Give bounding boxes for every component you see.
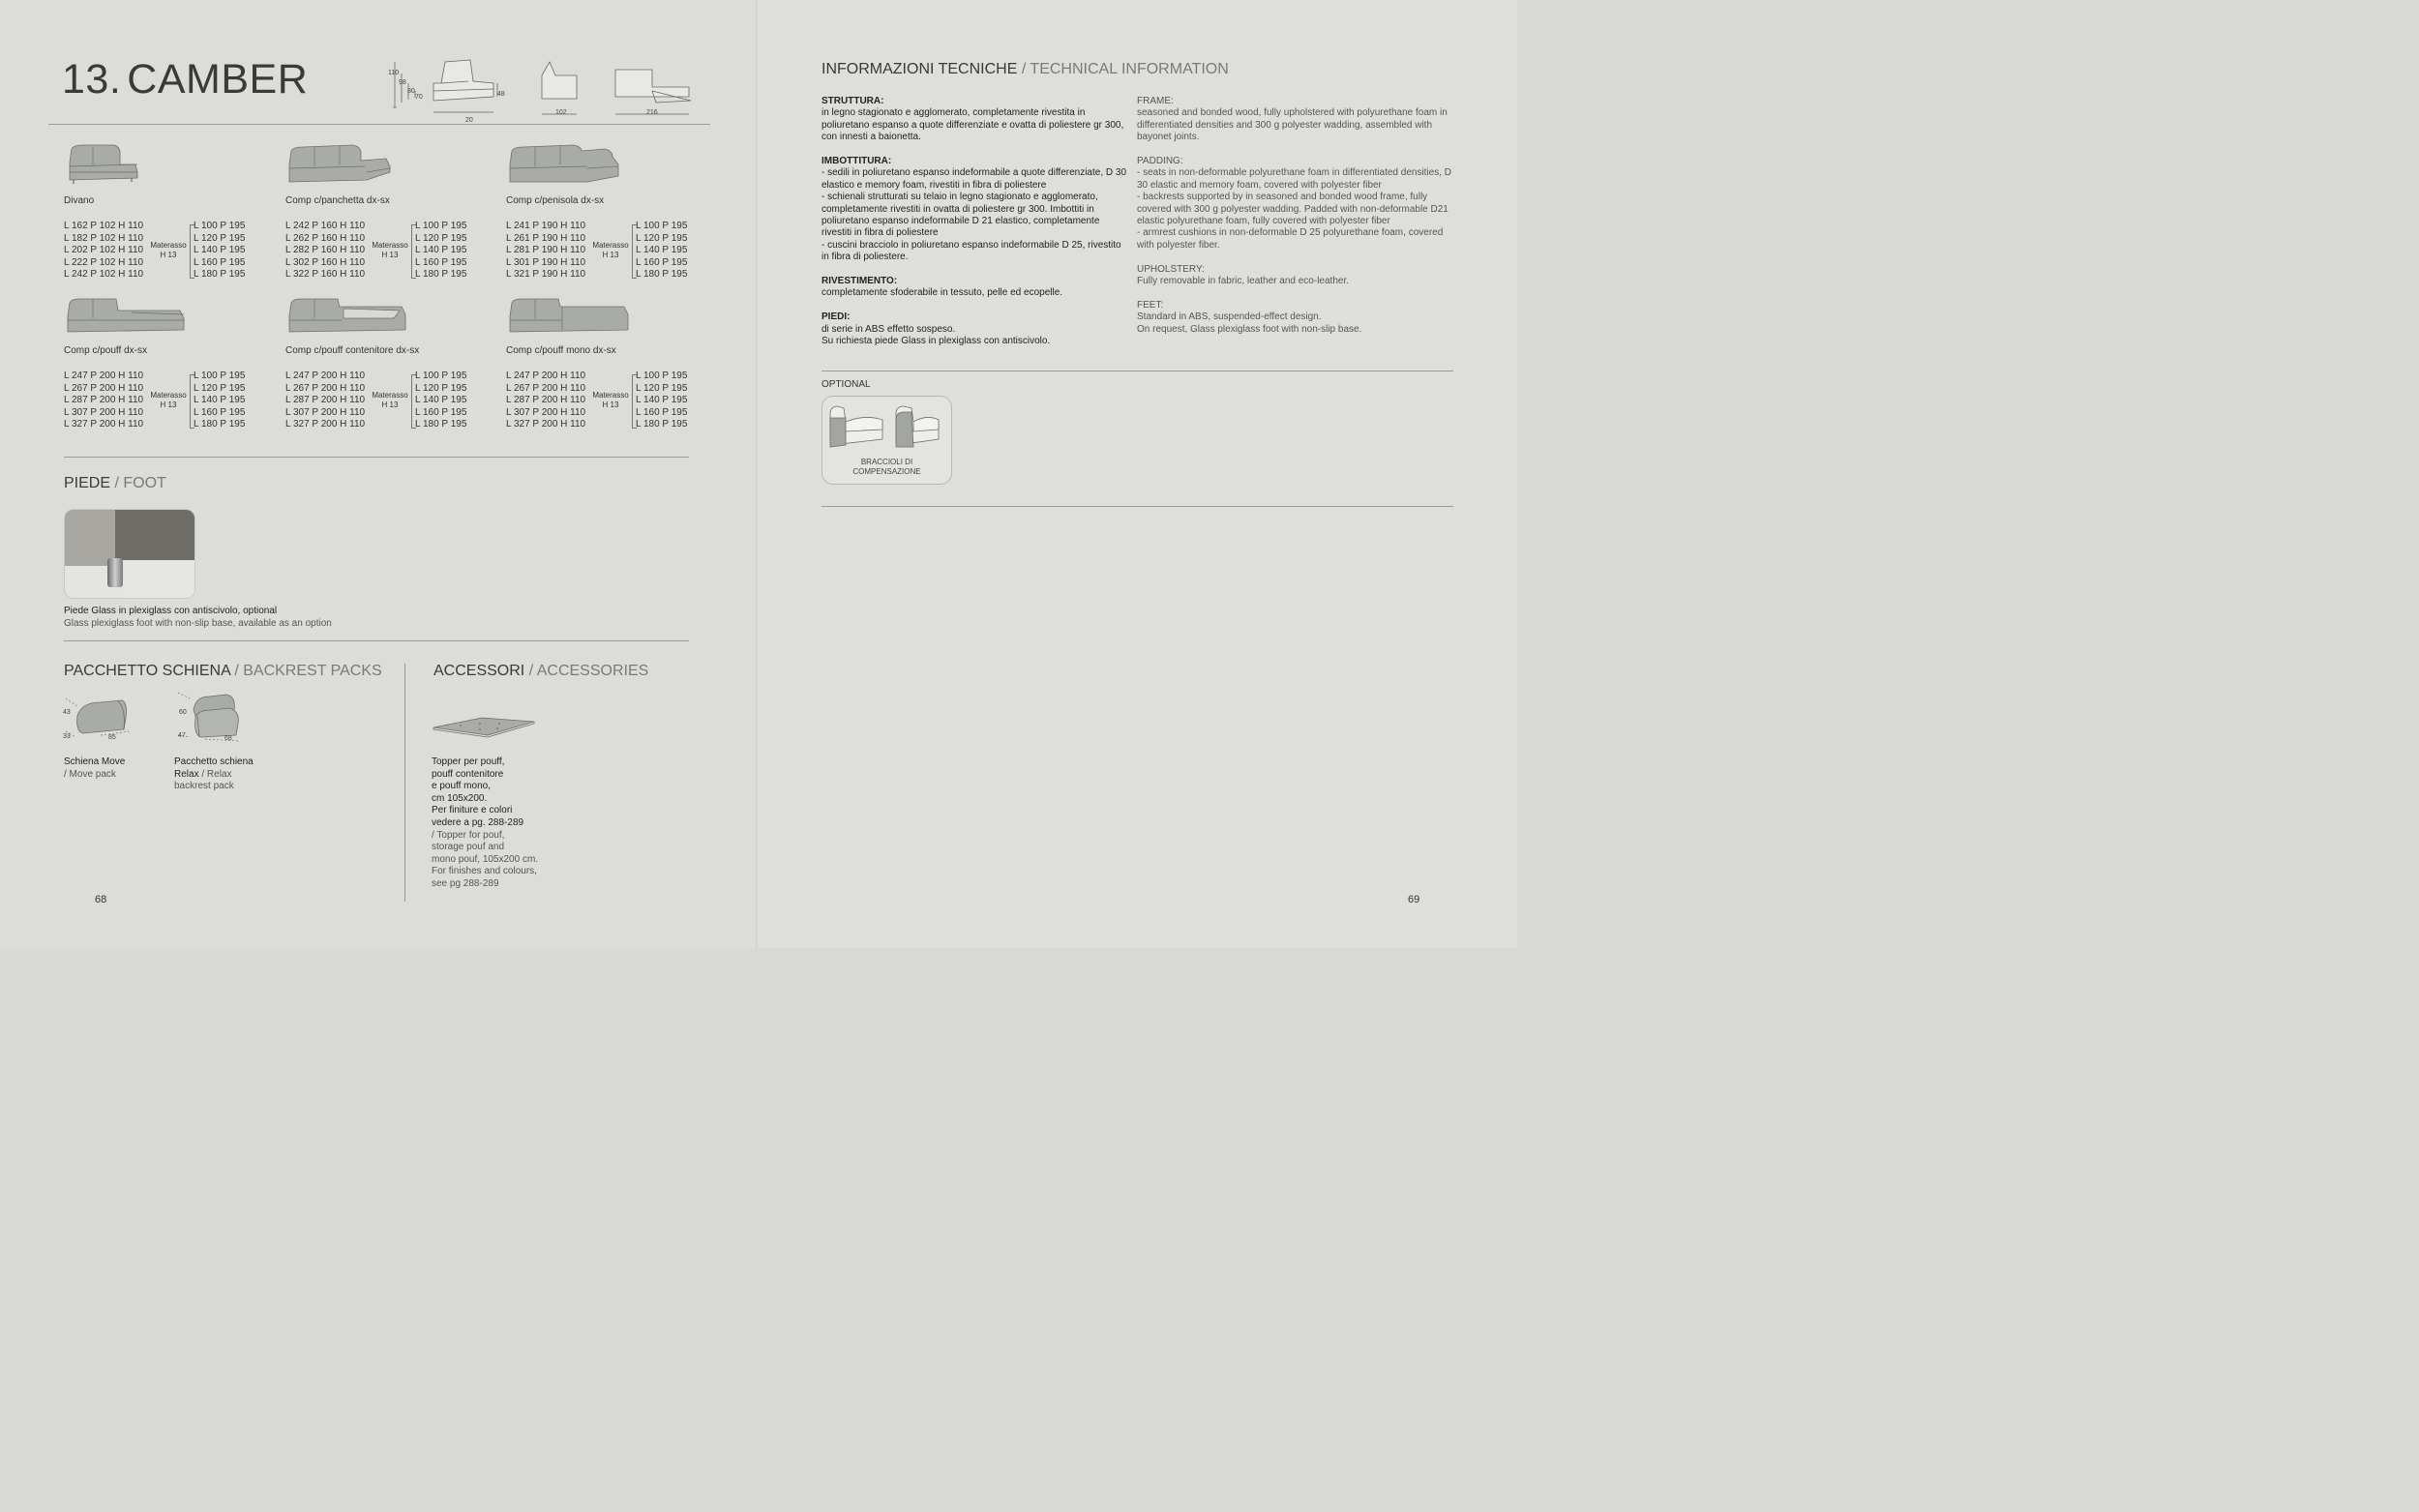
mattress-row: L 100 P 195 [194, 221, 246, 231]
mattress-label: Materasso H 13 [592, 391, 629, 409]
dimension-row: L 327 P 200 H 110 [506, 419, 586, 430]
mattress-row: L 160 P 195 [415, 406, 467, 418]
dimension-row: L 182 P 102 H 110 [64, 232, 144, 244]
right-page [758, 0, 1517, 948]
technical-info-english: FRAME: seasoned and bonded wood, fully upholstered with polyurethane foam in differentiated densities and 300 g polyester wadding, assembled with bayonet joints. PADDING: - seats in non-deformable polyurethane foam in differentiated densities, D 30 elastic and memory foam, covered with polyester fiber - backrests supported by in seasoned and bonded wood frame, fully covered with 300 g polyester wadding. Padded with non-deformable D21 elastic polyurethane foam, fully covered with polyester fiber - armrest cushions in non-deformable D 25 polyurethane foam, covered with polyester fiber. UPHOLSTERY: Fully removable in fabric, leather and eco-leather. FEET: Standard in ABS, suspended-effect design. On request, Glass plexiglass foot with non-slip base. [1137, 96, 1452, 335]
mattress-row: L 120 P 195 [636, 382, 688, 394]
backrest-section-title: PACCHETTO SCHIENA / BACKREST PACKS [64, 663, 382, 679]
dimension-row: L 307 P 200 H 110 [64, 406, 144, 418]
product-card [64, 143, 277, 283]
mattress-label: Materasso H 13 [592, 241, 629, 259]
section-vertical-divider [404, 664, 405, 902]
mattress-row: L 140 P 195 [636, 395, 688, 406]
dimension-row: L 241 P 190 H 110 [506, 221, 586, 231]
dimension-row: L 267 P 200 H 110 [285, 382, 366, 394]
mattress-row: L 120 P 195 [194, 382, 246, 394]
move-pack-width: 85 [108, 734, 116, 741]
product-drawing [64, 293, 277, 338]
product-name: Comp c/pouff dx-sx [64, 345, 147, 356]
mattress-row: L 180 P 195 [415, 419, 467, 430]
move-pack-height: 43 [63, 709, 71, 716]
foot-divider [64, 640, 689, 641]
dimension-row: L 327 P 200 H 110 [64, 419, 144, 430]
product-drawing [506, 293, 719, 338]
product-dimensions [506, 371, 585, 431]
product-name: Comp c/penisola dx-sx [506, 195, 605, 206]
product-card [285, 143, 498, 283]
dimension-row: L 267 P 200 H 110 [64, 382, 144, 394]
dimension-row: L 242 P 160 H 110 [285, 221, 366, 231]
mattress-label: Materasso H 13 [372, 241, 408, 259]
dimension-row: L 307 P 200 H 110 [285, 406, 366, 418]
move-pack-depth: 33 [63, 733, 71, 740]
product-dimensions [64, 371, 143, 431]
technical-info-title: INFORMAZIONI TECNICHE / TECHNICAL INFORMATION [821, 61, 1229, 77]
dim-48: 48 [497, 91, 505, 98]
dimension-row: L 327 P 200 H 110 [285, 419, 366, 430]
mattress-row: L 180 P 195 [636, 269, 688, 281]
mattress-label: Materasso H 13 [150, 391, 187, 409]
dimension-row: L 242 P 102 H 110 [64, 269, 144, 281]
product-card [506, 143, 719, 283]
mattress-row: L 140 P 195 [415, 395, 467, 406]
mattress-row: L 120 P 195 [194, 232, 246, 244]
product-name: Comp c/pouff contenitore dx-sx [285, 345, 420, 356]
product-drawing [285, 293, 498, 338]
dimension-row: L 301 P 190 H 110 [506, 256, 586, 268]
product-dimensions [506, 221, 585, 282]
products-divider [64, 457, 689, 458]
page-number-left: 68 [95, 894, 107, 905]
product-card [285, 293, 498, 433]
relax-pack-depth: 47 [178, 732, 186, 739]
mattress-label: Materasso H 13 [372, 391, 408, 409]
mattress-dimensions [194, 371, 245, 431]
mattress-dimensions [636, 371, 687, 431]
relax-pack-diagram [176, 689, 254, 747]
mattress-label: Materasso H 13 [150, 241, 187, 259]
optional-divider [821, 506, 1453, 507]
foot-section-title: PIEDE / FOOT [64, 475, 166, 491]
dimension-row: L 287 P 200 H 110 [285, 395, 366, 406]
mattress-row: L 180 P 195 [636, 419, 688, 430]
optional-armrest-label: BRACCIOLI DI COMPENSAZIONE [852, 458, 921, 476]
product-dimensions [64, 221, 143, 282]
mattress-row: L 100 P 195 [636, 371, 688, 381]
move-pack-label: Schiena Move / Move pack [64, 756, 126, 780]
dimension-row: L 267 P 200 H 110 [506, 382, 586, 394]
mattress-row: L 120 P 195 [415, 382, 467, 394]
product-name: Comp c/pouff mono dx-sx [506, 345, 616, 356]
mattress-row: L 160 P 195 [636, 256, 688, 268]
mattress-dimensions [194, 221, 245, 282]
dimension-row: L 322 P 160 H 110 [285, 269, 366, 281]
mattress-dimensions [415, 371, 466, 431]
product-drawing [64, 143, 277, 188]
accessories-section-title: ACCESSORI / ACCESSORIES [433, 663, 649, 679]
mattress-row: L 180 P 195 [415, 269, 467, 281]
dimension-row: L 222 P 102 H 110 [64, 256, 144, 268]
dim-216: 216 [646, 109, 658, 116]
product-name: Comp c/panchetta dx-sx [285, 195, 390, 206]
dimension-row: L 202 P 102 H 110 [64, 245, 144, 256]
dimension-row: L 262 P 160 H 110 [285, 232, 366, 244]
compensation-armrest-drawing [822, 397, 951, 455]
relax-pack-width: 68 [224, 735, 232, 742]
mattress-row: L 180 P 195 [194, 419, 246, 430]
mattress-row: L 100 P 195 [636, 221, 688, 231]
product-dimensions [285, 371, 365, 431]
dim-20: 20 [465, 117, 473, 124]
mattress-row: L 120 P 195 [415, 232, 467, 244]
mattress-row: L 100 P 195 [415, 371, 467, 381]
dim-height-98: 98 [399, 79, 406, 86]
dim-height-80: 80 [407, 88, 415, 95]
product-card [506, 293, 719, 433]
mattress-row: L 160 P 195 [194, 406, 246, 418]
mattress-row: L 160 P 195 [636, 406, 688, 418]
mattress-row: L 160 P 195 [194, 256, 246, 268]
accessories-text: Topper per pouff, pouff contenitore e pouff mono, cm 105x200. Per finiture e colori vedere a pg. 288-289 / Topper for pouf, storage pouf and mono pouf, 105x200 cm. For finishes and colours, see pg 288-289 [432, 756, 539, 889]
product-drawing [285, 143, 498, 188]
dimension-row: L 247 P 200 H 110 [285, 371, 366, 381]
technical-info-italian: STRUTTURA: in legno stagionato e agglomerato, completamente rivestita in poliuretano espanso a quote differenziate e ovatta di poliestere gr 300, con innesti a baionetta. IMBOTTITURA: - sedili in poliuretano espanso indeformabile a quote differenziate, D 30 elastico e memory foam, rivestiti in fibra di poliestere - schienali strutturati su telaio in legno stagionato e agglomerato, completamente rivestiti in ovatta di poliestere gr 300. Imbottiti in poliuretano espanso indeformabile D 21 elastico, completamente rivestiti in fibra di poliestere - cuscini bracciolo in poliuretano espanso indeformabile D 25, rivestito in fibra di poliestere. RIVESTIMENTO: completamente sfoderabile in tessuto, pelle ed ecopelle. PIEDI: di serie in ABS effetto sospeso. Su richiesta piede Glass in plexiglass con antiscivolo. [821, 96, 1127, 347]
dimension-row: L 321 P 190 H 110 [506, 269, 586, 281]
optional-title: OPTIONAL [821, 379, 871, 390]
spec-diagram [385, 54, 695, 124]
product-drawing [506, 143, 719, 188]
dimension-row: L 287 P 200 H 110 [506, 395, 586, 406]
mattress-dimensions [415, 221, 466, 282]
dimension-row: L 282 P 160 H 110 [285, 245, 366, 256]
dimension-row: L 247 P 200 H 110 [64, 371, 144, 381]
topper-drawing [432, 712, 538, 741]
topper-diagram [432, 712, 538, 741]
left-page [0, 0, 758, 948]
product-card [64, 293, 277, 433]
mattress-row: L 140 P 195 [636, 245, 688, 256]
mattress-row: L 140 P 195 [415, 245, 467, 256]
mattress-row: L 140 P 195 [194, 245, 246, 256]
relax-pack-drawing [176, 689, 254, 747]
product-dimensions [285, 221, 365, 282]
dimension-row: L 281 P 190 H 110 [506, 245, 586, 256]
glass-foot-image [65, 510, 194, 598]
spec-diagram-drawing [385, 54, 695, 124]
relax-pack-height: 60 [179, 709, 187, 716]
dimension-row: L 162 P 102 H 110 [64, 221, 144, 231]
dim-height-70: 70 [415, 94, 423, 101]
dimension-row: L 287 P 200 H 110 [64, 395, 144, 406]
relax-pack-label: Pacchetto schiena Relax / Relax backrest pack [174, 756, 254, 792]
product-name: Divano [64, 195, 95, 206]
dimension-row: L 302 P 160 H 110 [285, 256, 366, 268]
mattress-row: L 100 P 195 [194, 371, 246, 381]
mattress-row: L 160 P 195 [415, 256, 467, 268]
foot-photo [64, 509, 195, 599]
page-number-right: 69 [1408, 894, 1420, 905]
mattress-row: L 180 P 195 [194, 269, 246, 281]
dimension-row: L 247 P 200 H 110 [506, 371, 586, 381]
dimension-row: L 307 P 200 H 110 [506, 406, 586, 418]
mattress-dimensions [636, 221, 687, 282]
dim-102: 102 [555, 109, 567, 116]
mattress-row: L 140 P 195 [194, 395, 246, 406]
move-pack-diagram [62, 693, 149, 747]
title-divider [48, 124, 710, 125]
optional-armrest-card [821, 396, 952, 485]
mattress-row: L 120 P 195 [636, 232, 688, 244]
foot-caption: Piede Glass in plexiglass con antiscivolo, optional Glass plexiglass foot with non-slip base, available as an option [64, 606, 332, 629]
mattress-row: L 100 P 195 [415, 221, 467, 231]
move-pack-drawing [62, 693, 149, 747]
dim-height-110: 110 [388, 70, 400, 76]
dimension-row: L 261 P 190 H 110 [506, 232, 586, 244]
page-title: 13. CAMBER [62, 56, 309, 103]
